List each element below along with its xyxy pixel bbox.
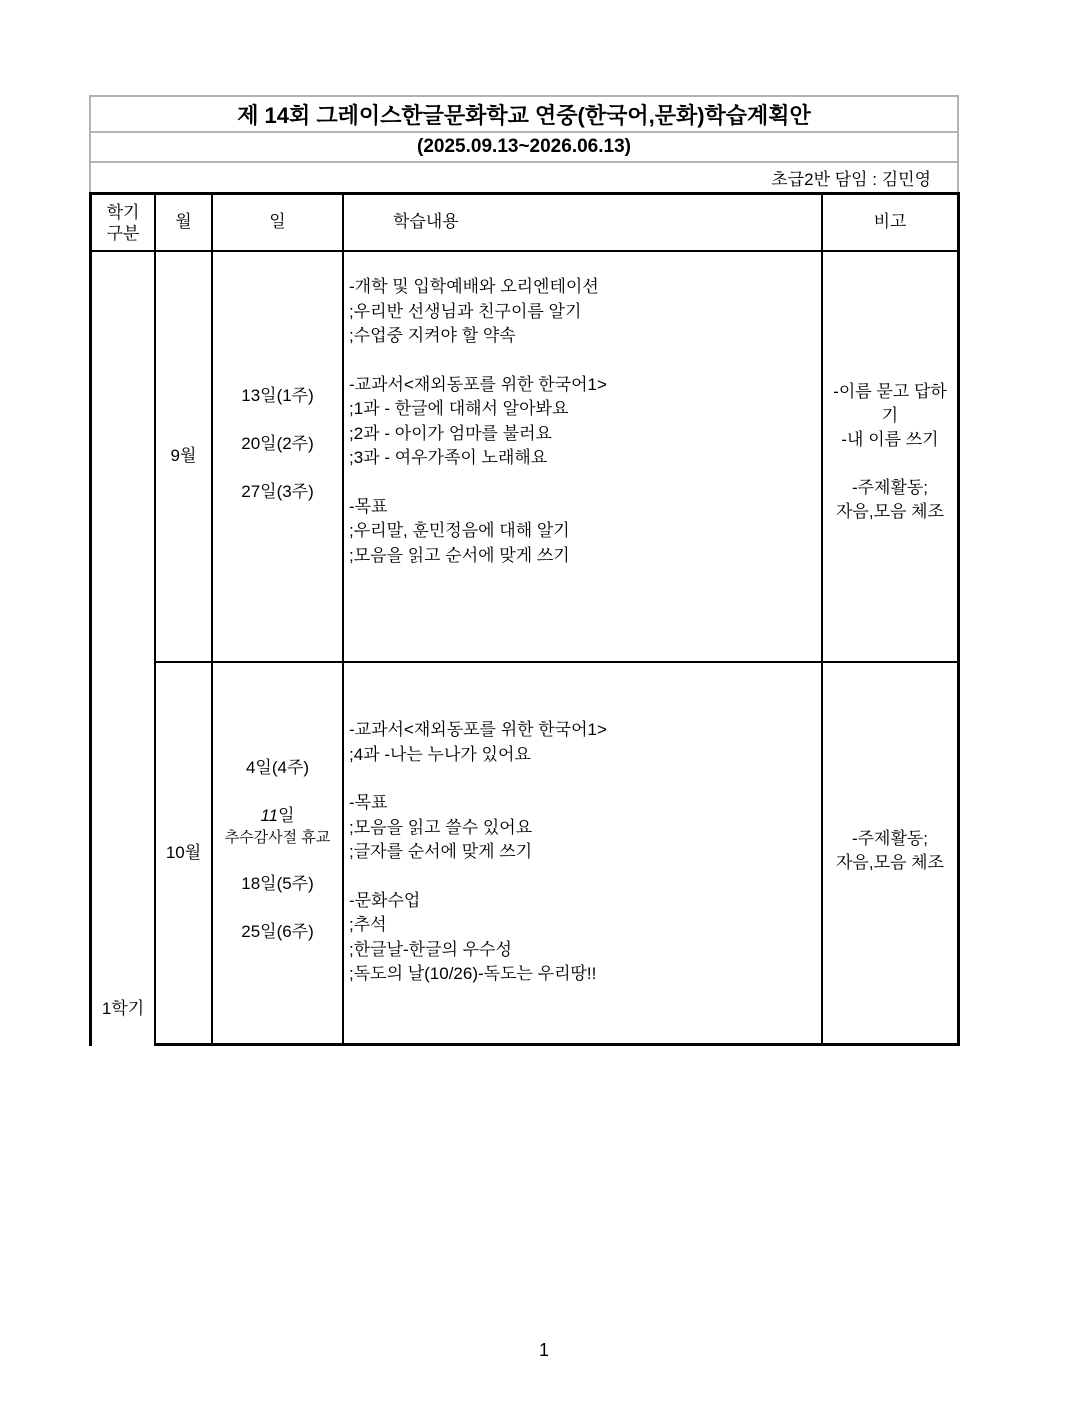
teacher-row <box>89 161 959 194</box>
row-october-content <box>344 718 821 987</box>
header-remarks-text: 비고 <box>873 212 907 232</box>
period-row <box>89 131 959 163</box>
day-entry: 20일(2주) <box>241 434 314 453</box>
holiday-date: 11 <box>260 806 279 825</box>
row-september-month <box>156 252 211 661</box>
header-day-text: 일 <box>269 212 286 232</box>
title-text: 제 14회 그레이스한글문화학교 연중(한국어,문화)학습계획안 <box>237 102 811 128</box>
header-month-text: 월 <box>175 212 192 232</box>
content-line: ;4과 -나는 누나가 있어요 <box>349 744 531 764</box>
semester-label: 1학기 <box>101 999 145 1018</box>
remark-line: -내 이름 쓰기 <box>841 430 939 449</box>
content-line: ;우리반 선생님과 친구이름 알기 <box>349 301 582 321</box>
content-line: ;추석 <box>349 915 387 934</box>
teacher-text: 초급2반 담임 : 김민영 <box>771 170 931 189</box>
content-line: ;글자를 순서에 맞게 쓰기 <box>349 842 533 861</box>
month-label: 9월 <box>170 446 197 466</box>
table-right-border <box>957 192 960 1046</box>
remark-line: -주제활동; <box>851 829 929 848</box>
content-line: ;모음을 읽고 순서에 맞게 쓰기 <box>349 545 570 565</box>
holiday-date-unit: 일 <box>278 806 295 825</box>
remark-line: -주제활동; <box>851 478 929 497</box>
row-september-content <box>344 275 821 568</box>
content-line: ;수업중 지켜야 할 약속 <box>349 326 516 345</box>
holiday-note: 추수감사절 휴교 <box>224 829 331 846</box>
month-label: 10월 <box>165 842 202 862</box>
content-line: ;독도의 날(10/26)-독도는 우리땅!! <box>349 964 597 983</box>
day-entry: 25일(6주) <box>241 922 314 941</box>
content-line: ;우리말, 훈민정음에 대해 알기 <box>349 521 570 540</box>
day-entry: 27일(3주) <box>241 482 314 501</box>
remark-line: 자음,모음 체조 <box>836 502 944 521</box>
row-september-remarks <box>823 380 957 524</box>
remark-line: 기 <box>881 406 899 425</box>
remark-line: 자음,모음 체조 <box>836 853 944 872</box>
content-line: ;한글날-한글의 우수성 <box>349 939 512 959</box>
content-line: -목표 <box>349 496 388 516</box>
row-october-days <box>213 756 342 944</box>
header-content-text: 학습내용 <box>393 212 459 232</box>
day-entry: 4일(4주) <box>245 758 310 777</box>
day-entry-holiday <box>213 804 342 828</box>
period-text: (2025.09.13~2026.06.13) <box>417 136 631 157</box>
content-line: -문화수업 <box>349 890 421 910</box>
header-semester <box>92 195 154 250</box>
lesson-plan-table <box>89 192 960 1046</box>
content-line: ;1과 - 한글에 대해서 알아봐요 <box>349 399 569 418</box>
header-content <box>344 195 821 250</box>
semester-cell <box>92 997 154 1027</box>
row-september-days <box>213 384 342 504</box>
content-line: ;모음을 읽고 쓸수 있어요 <box>349 817 533 837</box>
page-number: 1 <box>538 1340 549 1360</box>
content-line: -교과서<재외동포를 위한 한국어1> <box>349 720 607 739</box>
content-line: -목표 <box>349 793 388 812</box>
content-line: ;3과 - 여우가족이 노래해요 <box>349 448 548 467</box>
row-october-remarks <box>823 827 957 875</box>
remark-line: -이름 묻고 답하 <box>833 382 947 401</box>
content-line: ;2과 - 아이가 엄마를 불러요 <box>349 423 552 443</box>
day-entry: 13일(1주) <box>241 386 314 405</box>
header-bottom-border <box>89 250 960 252</box>
col-divider-content <box>821 192 823 1046</box>
row-divider <box>154 661 960 663</box>
day-entry: 18일(5주) <box>241 874 314 893</box>
table-left-border <box>89 192 92 1046</box>
header-month <box>156 195 211 250</box>
header-semester-line2: 구분 <box>106 223 140 243</box>
header-day <box>213 195 342 250</box>
content-line: -개학 및 입학예배와 오리엔테이션 <box>349 277 599 296</box>
header-semester-line1: 학기 <box>106 202 140 222</box>
row-october-month <box>156 663 211 1043</box>
table-bottom-border <box>154 1043 960 1046</box>
header-remarks <box>823 195 957 250</box>
document-title <box>89 95 959 133</box>
content-line: -교과서<재외동포를 위한 한국어1> <box>349 374 607 394</box>
